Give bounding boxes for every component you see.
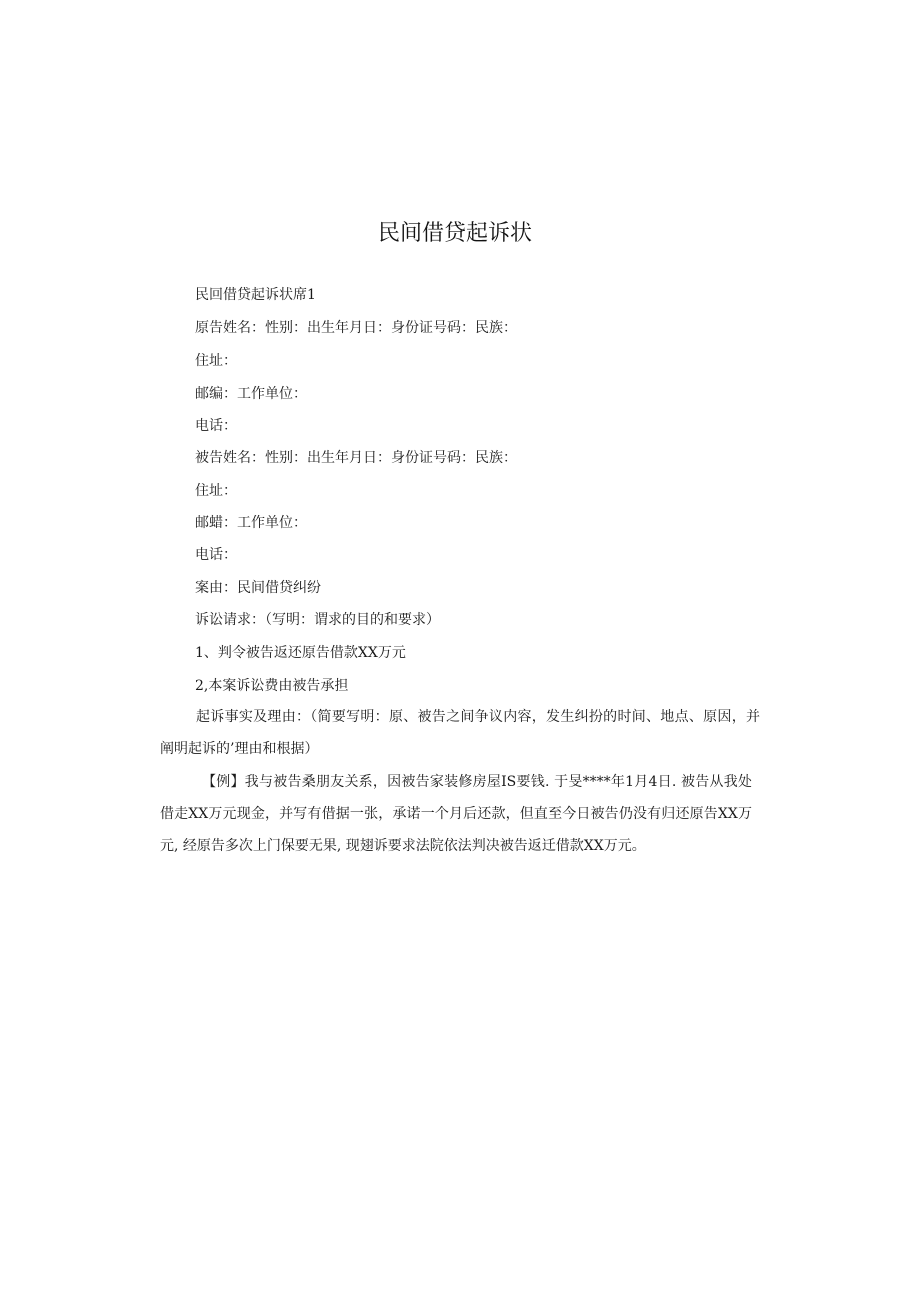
plaintiff-postal-work-line: 邮编：工作单位：: [195, 386, 307, 402]
defendant-postal-work-line: 邮蜡：工作单位：: [195, 515, 307, 531]
defendant-address-line: 住址：: [195, 483, 237, 499]
document-subtitle: 民回借贷起诉状席1: [195, 287, 316, 303]
plaintiff-address-line: 住址：: [195, 353, 237, 369]
document-title: 民间借贷起诉状: [377, 221, 532, 246]
defendant-phone-line: 电话：: [195, 547, 237, 563]
plaintiff-phone-line: 电话：: [195, 418, 237, 434]
plaintiff-identity-line: 原告姓名：性别：出生年月日：身份证号码：民族：: [195, 320, 517, 336]
defendant-identity-line: 被告姓名：性别：出生年月日：身份证号码：民族：: [195, 450, 517, 466]
claims-heading: 诉讼请求：（写明：谓求的目的和要求）: [195, 612, 440, 628]
claim-item-2: 2,本案诉讼费由被告承担: [195, 678, 349, 694]
claim-item-1: 1、判令被告返还原告借款XX万元: [195, 645, 406, 661]
case-cause-line: 案由：民间借贷纠纷: [195, 580, 321, 596]
example-paragraph: 【例】我与被告桑朋友关系，因被告家装修房屋IS要钱. 于旻****年1月4日. 被告从我处借走XX万元现金，并写有借据一张，承诺一个月后还款，但直至今日被告仍没有归还原告XX万元, 经原告多次上门保要无果, 现翅诉要求法院依法判决被告返迁借款XX万元。: [160, 774, 752, 854]
facts-heading-paragraph: 起诉事实及理由：（简要写明：原、被告之间争议内容，发生纠扮的时间、地点、原因，并阐明起诉的’理由和根据）: [160, 709, 760, 757]
